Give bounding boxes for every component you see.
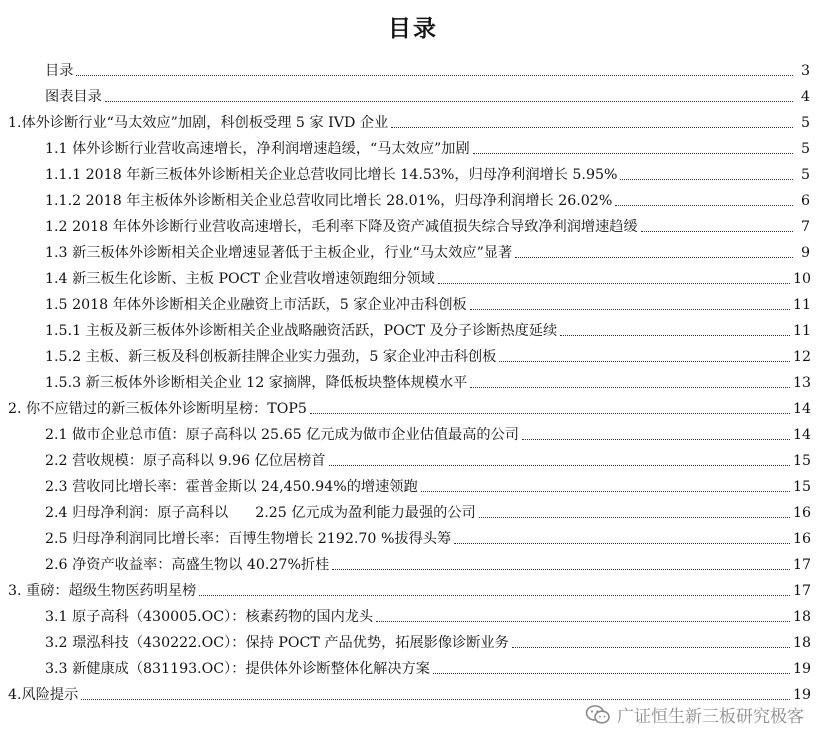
toc-entry-label: 3.1 原子高科（430005.OC）：核素药物的国内龙头 [45,606,376,628]
toc-entry-page: 11 [793,323,812,339]
toc-entry-page: 14 [793,401,812,417]
toc-entry[interactable] [45,190,810,212]
toc-entry-page: 9 [800,245,810,261]
toc-entry-page: 16 [793,531,812,547]
toc-entry-page: 14 [793,427,812,443]
toc-entry[interactable] [45,164,810,186]
dot-leader [522,439,790,440]
toc-entry-label: 1.5.1 主板及新三板体外诊断相关企业战略融资活跃，POCT 及分子诊断热度延续 [45,320,560,342]
toc-entry-label: 图表目录 [45,86,105,108]
dot-leader [433,673,790,674]
dot-leader [470,387,790,388]
toc-entry-label: 1.1.1 2018 年新三板体外诊断相关企业总营收同比增长 14.53%，归母净利润增长 5.95% [45,164,620,186]
toc-entry[interactable] [8,398,810,420]
toc-entry-page: 15 [793,479,812,495]
dot-leader [105,101,793,102]
dot-leader [479,517,790,518]
toc-entry-label: 1.3 新三板体外诊断相关企业增速显著低于主板企业，行业“马太效应”显著 [45,242,515,264]
toc-entry-page: 5 [800,141,810,157]
toc-entry-label: 2.3 营收同比增长率：霍普金斯以 24,450.94%的增速领跑 [45,476,421,498]
toc-entry[interactable] [45,606,810,628]
toc-entry-page: 13 [793,375,812,391]
toc-entry-page: 18 [793,635,812,651]
toc-entry-label: 目录 [45,60,76,82]
dot-leader [615,205,793,206]
toc-entry-page: 16 [793,505,812,521]
toc-entry-label: 3. 重磅：超级生物医药明星榜 [8,580,199,602]
dot-leader [199,595,790,596]
dot-leader [515,257,793,258]
dot-leader [454,543,790,544]
dot-leader [512,647,790,648]
toc-entry[interactable] [45,294,810,316]
dot-leader [470,309,790,310]
toc-entry-label: 2.5 归母净利润同比增长率：百博生物增长 2192.70 %拔得头筹 [45,528,454,550]
toc-entry-label: 2.2 营收规模：原子高科以 9.96 亿位居榜首 [45,450,329,472]
toc-entry-page: 7 [800,219,810,235]
dot-leader [421,491,790,492]
toc-entry-page: 4 [800,89,810,105]
dot-leader [620,179,793,180]
dot-leader [641,231,793,232]
toc-entry[interactable] [45,554,810,576]
toc-entry[interactable] [45,372,810,394]
toc-entry-page: 3 [800,63,810,79]
toc-entry[interactable] [45,528,810,550]
toc-entry[interactable] [45,502,810,524]
toc-entry[interactable] [45,476,810,498]
toc-entry-label: 3.3 新健康成（831193.OC）：提供体外诊断整体化解决方案 [45,658,433,680]
toc-entry-label: 2. 你不应错过的新三板体外诊断明星榜：TOP5 [8,398,310,420]
toc-entry-page: 17 [793,583,812,599]
toc-entry-page: 15 [793,453,812,469]
dot-leader [81,699,790,700]
toc-entry-label: 1.体外诊断行业“马太效应”加剧，科创板受理 5 家 IVD 企业 [8,112,391,134]
toc-entry[interactable] [8,112,810,134]
toc-entry-page: 19 [793,687,812,703]
toc-entry-page: 17 [793,557,812,573]
toc-entry-page: 12 [793,349,812,365]
dot-leader [332,569,790,570]
dot-leader [76,75,793,76]
toc-entry[interactable] [45,632,810,654]
dot-leader [310,413,790,414]
dot-leader [438,283,790,284]
toc-entry[interactable] [45,450,810,472]
dot-leader [560,335,790,336]
toc-entry-label: 1.5.3 新三板体外诊断相关企业 12 家摘牌，降低板块整体规模水平 [45,372,470,394]
toc-entry[interactable] [45,320,810,342]
toc-entry[interactable] [45,86,810,108]
toc-entry[interactable] [45,216,810,238]
toc-entry[interactable] [45,268,810,290]
toc-entry-page: 18 [793,609,812,625]
toc-entry-label: 1.1.2 2018 年主板体外诊断相关企业总营收同比增长 28.01%，归母净利润增长 26.02% [45,190,615,212]
wechat-icon [585,704,611,726]
toc-entry[interactable] [45,658,810,680]
toc-entry[interactable] [45,138,810,160]
toc-entry[interactable] [45,60,810,82]
toc-entry[interactable] [45,242,810,264]
toc-entry-label: 1.5.2 主板、新三板及科创板新挂牌企业实力强劲，5 家企业冲击科创板 [45,346,499,368]
toc-entry[interactable] [45,424,810,446]
watermark-text: 广证恒生新三板研究极客 [617,707,804,727]
toc-entry[interactable] [8,580,810,602]
dot-leader [499,361,790,362]
toc-entry-page: 6 [800,193,810,209]
dot-leader [391,127,793,128]
toc-entry-label: 3.2 璟泓科技（430222.OC）：保持 POCT 产品优势，拓展影像诊断业务 [45,632,512,654]
toc-entry-page: 5 [800,167,810,183]
dot-leader [473,153,793,154]
toc-entry-label: 1.4 新三板生化诊断、主板 POCT 企业营收增速领跑细分领域 [45,268,438,290]
page-title: 目录 [388,16,438,42]
toc-entry-label: 1.2 2018 年体外诊断行业营收高速增长，毛利率下降及资产减值损失综合导致净利润增速趋缓 [45,216,641,238]
dot-leader [376,621,790,622]
toc-entry-label: 2.4 归母净利润：原子高科以 2.25 亿元成为盈利能力最强的公司 [45,502,479,524]
toc-entry-label: 2.6 净资产收益率：高盛生物以 40.27%折桂 [45,554,332,576]
watermark [585,702,804,727]
toc-entry[interactable] [45,346,810,368]
toc-entry-label: 1.5 2018 年体外诊断相关企业融资上市活跃，5 家企业冲击科创板 [45,294,470,316]
dot-leader [329,465,791,466]
toc-entry-label: 4.风险提示 [8,684,81,706]
toc-entry-page: 19 [793,661,812,677]
toc-entry-page: 11 [793,297,812,313]
toc-entry-label: 1.1 体外诊断行业营收高速增长，净利润增速趋缓，“马太效应”加剧 [45,138,473,160]
toc-entry-page: 10 [793,271,812,287]
toc-entry-page: 5 [800,115,810,131]
toc-entry-label: 2.1 做市企业总市值：原子高科以 25.65 亿元成为做市企业估值最高的公司 [45,424,522,446]
